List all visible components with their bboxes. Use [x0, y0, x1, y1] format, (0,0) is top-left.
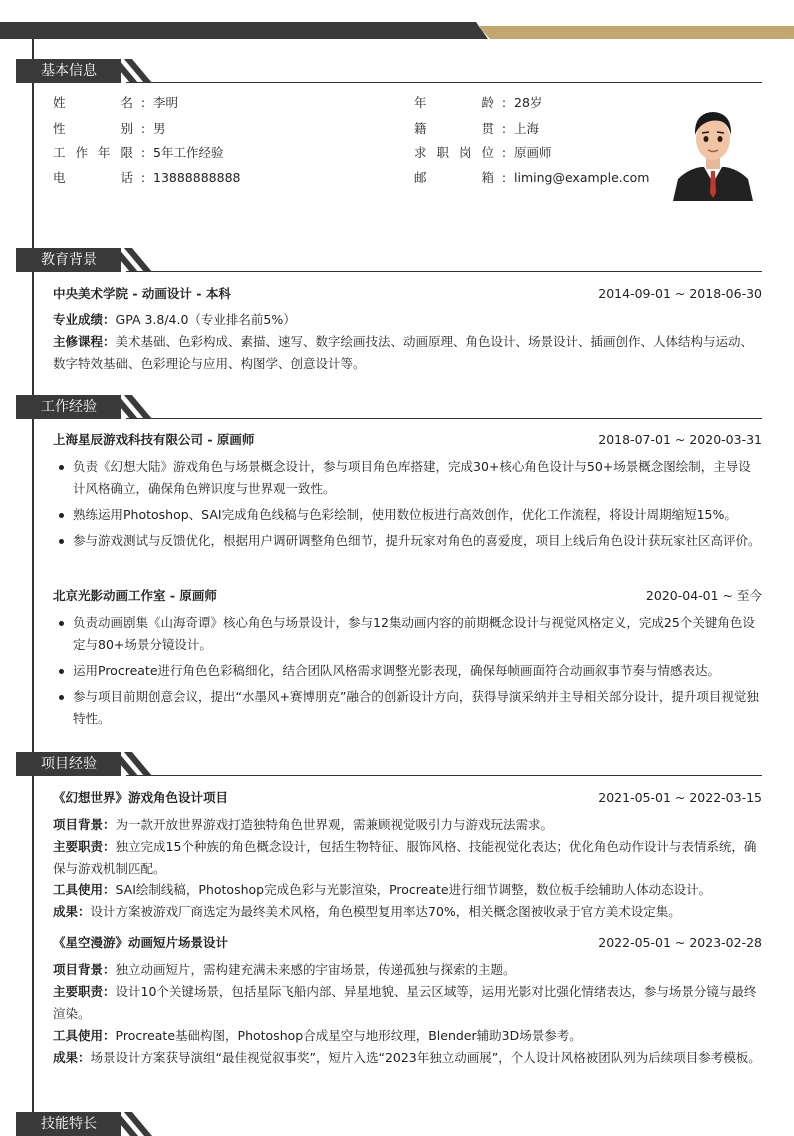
- info-job: 求职岗位 : 原画师: [414, 143, 552, 163]
- role-name: 原画师: [216, 432, 255, 447]
- section-header-basic: [16, 59, 762, 83]
- field-value: 独立动画短片，需构建充满未来感的宇宙场景，传递孤独与探索的主题。: [115, 962, 516, 977]
- project-duty: [53, 836, 762, 880]
- info-age: 年龄 : 28岁: [414, 93, 542, 113]
- info-value: 原画师: [514, 145, 552, 160]
- project-background: [53, 814, 762, 836]
- score-label: 专业成绩：: [53, 312, 116, 327]
- education-score: [53, 309, 762, 331]
- info-value: 28岁: [514, 95, 543, 110]
- score-value: GPA 3.8/4.0（专业排名前5%）: [115, 312, 296, 327]
- field-value: 场景设计方案获导演组“最佳视觉叙事奖”，短片入选“2023年独立动画展”，个人设计风格被团队列为后续项目参考模板。: [90, 1050, 761, 1065]
- info-label: 姓名: [53, 95, 133, 110]
- project-title-row: [53, 933, 762, 953]
- field-label: 工具使用：: [53, 1028, 116, 1043]
- field-label: 成果：: [53, 1050, 91, 1065]
- header-rule: [126, 418, 762, 419]
- field-label: 工具使用：: [53, 882, 116, 897]
- info-email: 邮箱 : liming@example.com: [414, 168, 649, 188]
- list-item: 参与游戏测试与反馈优化，根据用户调研调整角色细节，提升玩家对角色的喜爱度，项目上线后角色设计获玩家社区高评价。: [53, 530, 762, 552]
- section-title: 工作经验: [16, 395, 121, 419]
- section-header-education: [16, 248, 762, 272]
- field-value: 独立完成15个种族的角色概念设计，包括生物特征、服饰风格、技能视觉化表达；优化角色动作设计与表情系统，确保与游戏机制匹配。: [53, 839, 757, 876]
- info-label: 电话: [53, 170, 133, 185]
- company-name: 北京光影动画工作室: [53, 588, 166, 603]
- project-tools: [53, 1025, 762, 1047]
- info-value: 5年工作经验: [153, 145, 224, 160]
- section-title: 基本信息: [16, 59, 121, 83]
- school-name: 中央美术学院: [53, 286, 129, 301]
- section-title: 教育背景: [16, 248, 121, 272]
- role-name: 原画师: [179, 588, 217, 603]
- field-label: 主要职责：: [53, 839, 116, 854]
- header-rule: [126, 82, 762, 83]
- separator: -: [165, 588, 180, 603]
- info-label: 邮箱: [414, 170, 494, 185]
- project-name: 《幻想世界》游戏角色设计项目: [53, 790, 229, 805]
- work-title-row: [53, 586, 762, 606]
- section-title: 项目经验: [16, 752, 121, 776]
- work-bullets: [53, 456, 762, 556]
- field-label: 项目背景：: [53, 817, 116, 832]
- work-title-row: [53, 430, 762, 450]
- info-name: 姓名 : 李明: [53, 93, 178, 113]
- separator: -: [203, 432, 217, 447]
- info-label: 工作年限: [53, 145, 133, 160]
- company-name: 上海星辰游戏科技有限公司: [53, 432, 204, 447]
- list-item: 负责动画剧集《山海奇谭》核心角色与场景设计，参与12集动画内容的前期概念设计与视觉风格定义，完成25个关键角色设定与80+场景分镜设计。: [53, 612, 762, 656]
- section-header-work: [16, 395, 762, 419]
- project-tools: [53, 879, 762, 901]
- field-value: 设计方案被游戏厂商选定为最终美术风格，角色模型复用率达70%，相关概念图被收录于官方美术设定集。: [90, 904, 681, 919]
- info-value: 李明: [153, 95, 179, 110]
- project-duty: [53, 981, 762, 1025]
- project-title-row: [53, 788, 762, 808]
- top-gold-bar: [478, 26, 794, 39]
- info-label: 性别: [53, 121, 133, 136]
- info-origin: 籍贯 : 上海: [414, 119, 539, 139]
- info-label: 籍贯: [414, 121, 494, 136]
- project-name: 《星空漫游》动画短片场景设计: [53, 935, 229, 950]
- field-label: 主要职责：: [53, 984, 116, 999]
- section-header-projects: [16, 752, 762, 776]
- header-rule: [126, 271, 762, 272]
- info-label: 年龄: [414, 95, 494, 110]
- education-title-row: [53, 284, 762, 304]
- list-item: 运用Procreate进行角色色彩稿细化，结合团队风格需求调整光影表现，确保每帧画面符合动画叙事节奏与情感表达。: [53, 660, 762, 682]
- courses-label: 主修课程：: [53, 334, 116, 349]
- list-item: 熟练运用Photoshop、SAI完成角色线稿与色彩绘制，使用数位板进行高效创作，优化工作流程，将设计周期缩短15%。: [53, 504, 762, 526]
- info-value: liming@example.com: [514, 170, 650, 185]
- project-result: [53, 1047, 762, 1069]
- top-dark-bar: [0, 22, 488, 39]
- education-date: 2014-09-01 ~ 2018-06-30: [598, 286, 762, 301]
- info-gender: 性别 : 男: [53, 119, 166, 139]
- list-item: 参与项目前期创意会议，提出“水墨风+赛博朋克”融合的创新设计方向，获得导演采纳并主导相关部分设计，提升项目视觉独特性。: [53, 686, 762, 730]
- work-date: 2020-04-01 ~ 至今: [645, 588, 762, 603]
- work-bullets: [53, 612, 762, 734]
- courses-value: 美术基础、色彩构成、素描、速写、数字绘画技法、动画原理、角色设计、场景设计、插画创作、人体结构与运动、数字特效基础、色彩理论与应用、构图学、创意设计等。: [53, 334, 754, 371]
- project-background: [53, 959, 762, 981]
- section-header-skills: [16, 1112, 762, 1136]
- project-date: 2021-05-01 ~ 2022-03-15: [598, 790, 762, 805]
- section-title: 技能特长: [16, 1112, 121, 1136]
- work-date: 2018-07-01 ~ 2020-03-31: [598, 432, 762, 447]
- info-label: 求职岗位: [414, 145, 494, 160]
- info-value: 男: [153, 121, 166, 136]
- separator: -: [128, 286, 142, 301]
- field-value: SAI绘制线稿，Photoshop完成色彩与光影渲染，Procreate进行细节调整，数位板手绘辅助人体动态设计。: [115, 882, 712, 897]
- field-value: 为一款开放世界游戏打造独特角色世界观，需兼顾视觉吸引力与游戏玩法需求。: [115, 817, 554, 832]
- info-value: 13888888888: [153, 170, 241, 185]
- project-result: [53, 901, 762, 923]
- avatar: [668, 101, 758, 201]
- header-rule: [126, 775, 762, 776]
- field-label: 成果：: [53, 904, 91, 919]
- separator: -: [191, 286, 206, 301]
- degree-name: 本科: [205, 286, 231, 301]
- info-phone: 电话 : 13888888888: [53, 168, 240, 188]
- list-item: 负责《幻想大陆》游戏角色与场景概念设计，参与项目角色库搭建，完成30+核心角色设计与50+场景概念图绘制，主导设计风格确立，确保角色辨识度与世界观一致性。: [53, 456, 762, 500]
- project-date: 2022-05-01 ~ 2023-02-28: [598, 935, 762, 950]
- education-courses: [53, 331, 762, 375]
- left-vertical-line: [32, 39, 34, 1123]
- field-value: 设计10个关键场景，包括星际飞船内部、异星地貌、星云区域等，运用光影对比强化情绪表达，参与场景分镜与最终渲染。: [53, 984, 757, 1021]
- info-value: 上海: [514, 121, 540, 136]
- field-label: 项目背景：: [53, 962, 116, 977]
- major-name: 动画设计: [141, 286, 192, 301]
- info-years: 工作年限 : 5年工作经验: [53, 143, 223, 163]
- field-value: Procreate基础构图，Photoshop合成星空与地形纹理，Blender辅助3D场景参考。: [115, 1028, 582, 1043]
